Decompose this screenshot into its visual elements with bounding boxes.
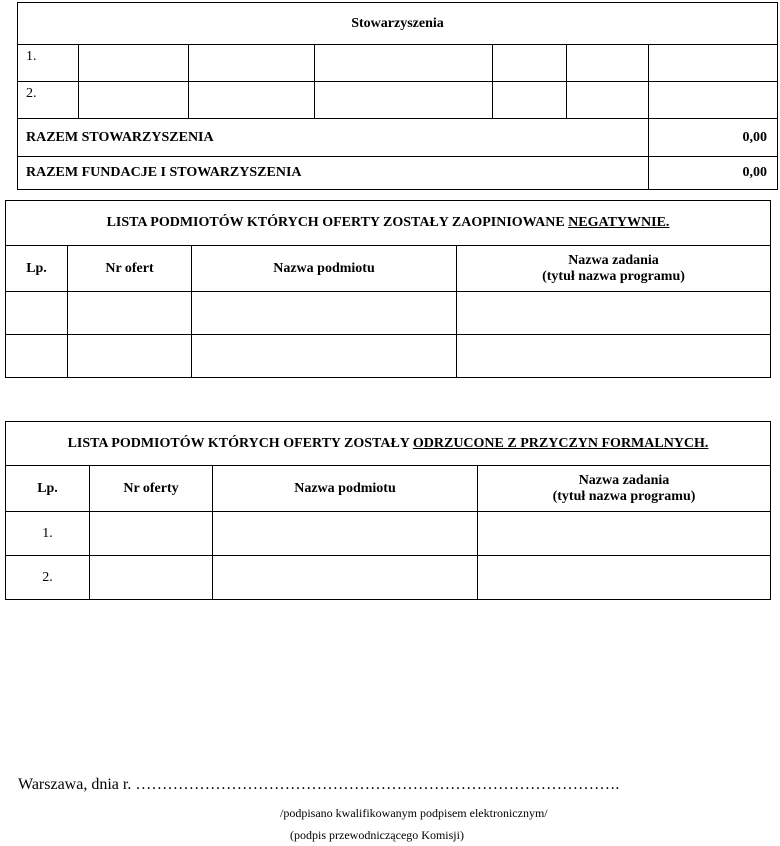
table-row xyxy=(6,292,771,335)
total-row xyxy=(18,157,778,190)
negatywne-title-prefix: LISTA PODMIOTÓW KTÓRYCH OFERTY ZOSTAŁY ZAOPINIOWANE xyxy=(106,215,569,230)
table-row xyxy=(6,556,771,600)
table-cell xyxy=(192,292,457,335)
row-number: 1. xyxy=(6,512,90,556)
table-row xyxy=(6,335,771,378)
table-cell xyxy=(493,82,567,119)
col-nazwa-zadania-line2: (tytuł nazwa programu) xyxy=(542,268,685,284)
table-cell xyxy=(90,512,213,556)
table-cell xyxy=(457,292,771,335)
col-nr-oferty: Nr oferty xyxy=(90,466,213,512)
signed-note: /podpisano kwalifikowanym podpisem elektronicznym/ xyxy=(280,806,548,820)
razem-fundacje-value: 0,00 xyxy=(649,157,778,190)
table-cell xyxy=(567,82,649,119)
odrzucone-title-prefix: LISTA PODMIOTÓW KTÓRYCH OFERTY ZOSTAŁY xyxy=(67,435,413,451)
col-nazwa-zadania-line1: Nazwa zadania xyxy=(578,472,670,488)
razem-fundacje-label: RAZEM FUNDACJE I STOWARZYSZENIA xyxy=(18,157,649,190)
col-nazwa-zadania xyxy=(457,246,771,292)
col-lp: Lp. xyxy=(6,466,90,512)
signature-caption: (podpis przewodniczącego Komisji) xyxy=(290,828,464,842)
negatywne-table xyxy=(5,200,771,378)
razem-stowarzyszenia-value: 0,00 xyxy=(649,119,778,157)
table-row xyxy=(6,512,771,556)
stowarzyszenia-table xyxy=(17,2,778,190)
odrzucone-table xyxy=(5,421,771,600)
total-row xyxy=(18,119,778,157)
row-number: 1. xyxy=(18,45,79,82)
row-number: 2. xyxy=(6,556,90,600)
negatywne-title xyxy=(6,201,771,246)
table-cell xyxy=(189,82,315,119)
col-lp: Lp. xyxy=(6,246,68,292)
table-cell xyxy=(649,45,778,82)
stowarzyszenia-title: Stowarzyszenia xyxy=(18,3,778,45)
table-cell xyxy=(90,556,213,600)
negatywne-title-underlined: NEGATYWNIE. xyxy=(568,215,670,230)
table-cell xyxy=(68,292,192,335)
table-cell xyxy=(567,45,649,82)
place-date-line: Warszawa, dnia r. ………………………………………………………………………………. xyxy=(18,776,620,793)
col-nazwa-zadania-line2: (tytuł nazwa programu) xyxy=(552,488,696,504)
col-nazwa-zadania xyxy=(478,466,771,512)
table-cell xyxy=(478,556,771,600)
razem-stowarzyszenia-label: RAZEM STOWARZYSZENIA xyxy=(18,119,649,157)
odrzucone-title-underlined: ODRZUCONE Z PRZYCZYN FORMALNYCH. xyxy=(412,435,709,451)
table-cell xyxy=(315,82,493,119)
table-cell xyxy=(493,45,567,82)
odrzucone-title xyxy=(6,422,771,466)
table-cell xyxy=(192,335,457,378)
col-nazwa-podmiotu: Nazwa podmiotu xyxy=(213,466,478,512)
col-nazwa-zadania-line1: Nazwa zadania xyxy=(568,252,659,268)
table-cell xyxy=(315,45,493,82)
header-row xyxy=(6,466,771,512)
table-cell xyxy=(649,82,778,119)
table-cell xyxy=(79,45,189,82)
table-cell xyxy=(79,82,189,119)
table-cell xyxy=(213,512,478,556)
table-cell xyxy=(189,45,315,82)
table-cell xyxy=(213,556,478,600)
table-row xyxy=(18,45,778,82)
col-nazwa-podmiotu: Nazwa podmiotu xyxy=(192,246,457,292)
table-cell xyxy=(478,512,771,556)
table-cell xyxy=(457,335,771,378)
table-cell xyxy=(68,335,192,378)
col-nr-ofert: Nr ofert xyxy=(68,246,192,292)
table-cell xyxy=(6,335,68,378)
header-row xyxy=(6,246,771,292)
table-row xyxy=(18,82,778,119)
row-number: 2. xyxy=(18,82,79,119)
table-cell xyxy=(6,292,68,335)
